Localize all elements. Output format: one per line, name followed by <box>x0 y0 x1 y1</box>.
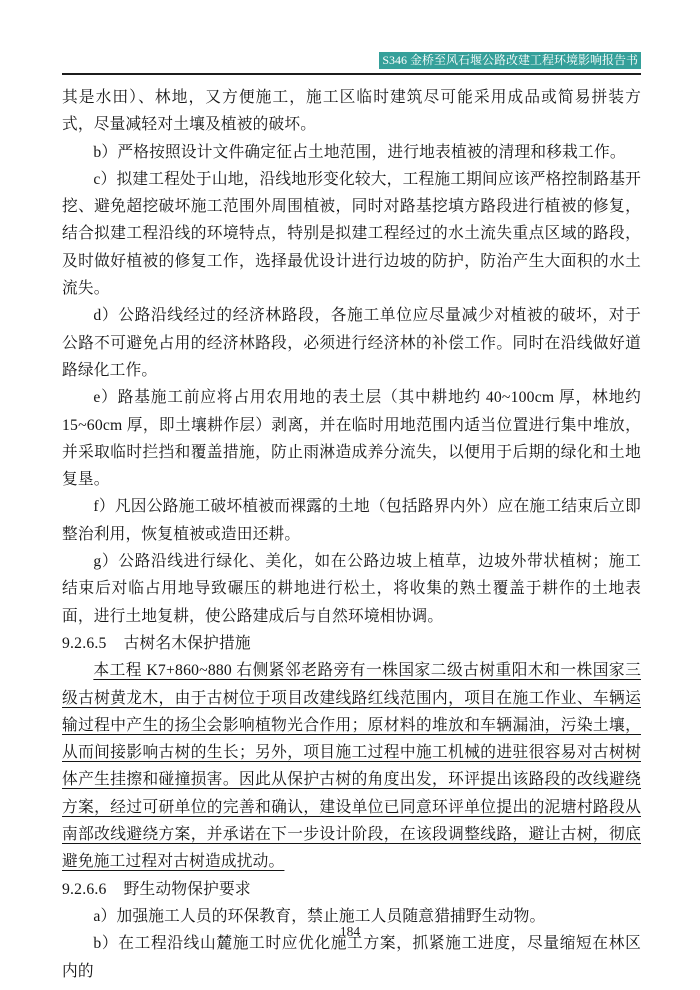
paragraph-item-f: f）凡因公路施工破坏植被而裸露的土地（包括路界内外）应在施工结束后立即整治利用，恢复植被或造田还耕。 <box>62 498 641 543</box>
section-title: 野生动物保护要求 <box>123 880 251 898</box>
header-title-highlight: S346 金桥至风石堰公路改建工程环境影响报告书 <box>379 52 641 69</box>
paragraph-item-b2: b）在工程沿线山麓施工时应优化施工方案，抓紧施工进度，尽量缩短在林区内的 <box>62 935 641 980</box>
paragraph-item-d: d）公路沿线经过的经济林路段，各施工单位应尽量减少对植被的破坏，对于公路不可避免占用的经济林路段，必须进行经济林的补偿工作。同时在沿线做好道路绿化工作。 <box>62 307 641 379</box>
section-number: 9.2.6.5 <box>62 634 107 652</box>
document-body <box>62 84 641 985</box>
paragraph-item-c: c）拟建工程处于山地，沿线地形变化较大，工程施工期间应该严格控制路基开挖、避免超挖破坏施工范围外周围植被，同时对路基挖填方路段进行植被的修复，结合拟建工程沿线的环境特点，特别是拟建工程经过的水土流失重点区域的路段，及时做好植被的修复工作，选择最优设计进行边坡的防护，防治产生大面积的水土流失。 <box>62 170 641 298</box>
paragraph-continuation: 其是水田）、林地，又方便施工，施工区临时建筑尽可能采用成品或简易拼装方式，尽量减轻对土壤及植被的破坏。 <box>62 89 641 134</box>
section-number: 9.2.6.6 <box>62 880 107 898</box>
section-heading-9-2-6-5 <box>62 630 641 657</box>
section-heading-9-2-6-6 <box>62 876 641 903</box>
paragraph-item-a: a）加强施工人员的环保教育，禁止施工人员随意猎捕野生动物。 <box>93 907 546 925</box>
paragraph-item-g: g）公路沿线进行绿化、美化，如在公路边坡上植草，边坡外带状植树；施工结束后对临占用地导致碾压的耕地进行松土，将收集的熟土覆盖于耕作的土地表面，进行土地复耕，使公路建成后与自然环境相协调。 <box>62 553 641 625</box>
page-footer <box>0 924 700 940</box>
page-header <box>62 52 641 75</box>
paragraph-item-b: b）严格按照设计文件确定征占土地范围，进行地表植被的清理和移栽工作。 <box>93 143 626 161</box>
paragraph-item-e: e）路基施工前应将占用农用地的表土层（其中耕地约 40~100cm 厚，林地约 15~60cm 厚，即土壤耕作层）剥离，并在临时用地范围内适当位置进行集中堆放，并采取临时拦挡和覆盖措施，防止雨淋造成养分流失，以便用于后期的绿化和土地复垦。 <box>62 389 641 489</box>
page-number: 184 <box>339 924 361 939</box>
paragraph-underlined-ancient-tree: 本工程 K7+860~880 右侧紧邻老路旁有一株国家二级古树重阳木和一株国家三级古树黄龙木，由于古树位于项目改建线路红线范围内，项目在施工作业、车辆运输过程中产生的扬尘会影响植物光合作用；原材料的堆放和车辆漏油，污染土壤，从而间接影响古树的生长；另外，项目施工过程中施工机械的进驻很容易对古树树体产生挂擦和碰撞损害。因此从保护古树的角度出发，环评提出该路段的改线避绕方案，经过可研单位的完善和确认，建设单位已同意环评单位提出的泥塘村路段从南部改线避绕方案，并承诺在下一步设计阶段，在该段调整线路，避让古树，彻底避免施工过程对古树造成扰动。 <box>62 662 641 871</box>
section-title: 古树名木保护措施 <box>123 634 251 652</box>
